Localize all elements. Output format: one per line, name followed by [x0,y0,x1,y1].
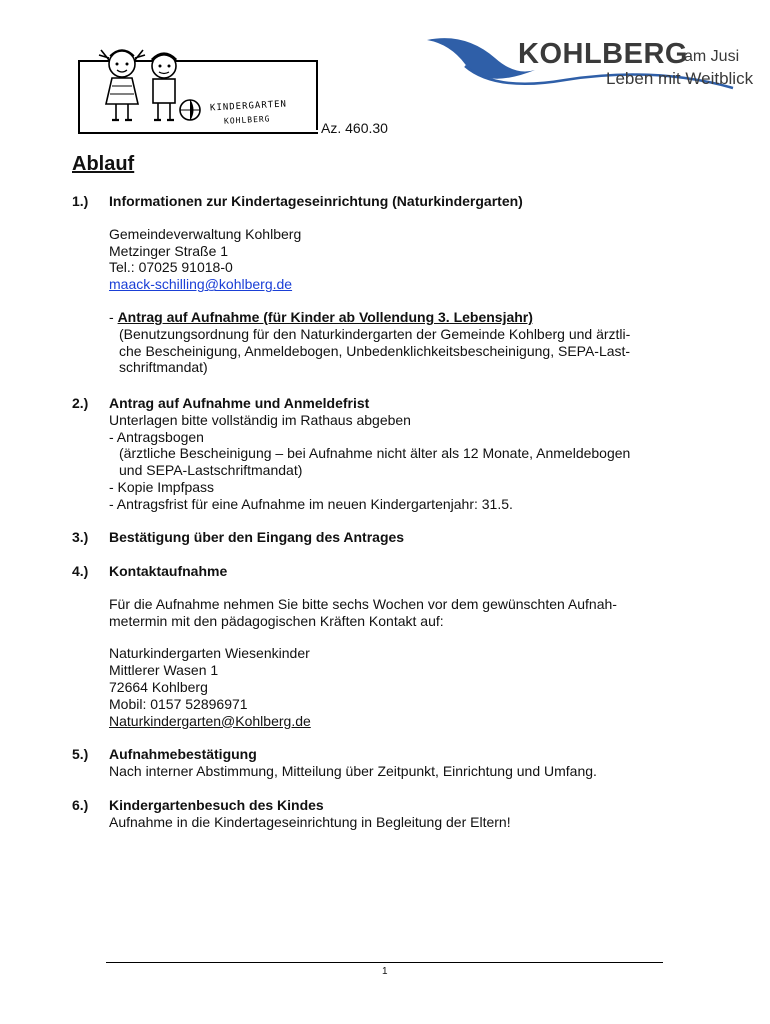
list-dash: - [109,308,118,325]
section-number: 1.) [72,193,89,209]
address-line: Mobil: 0157 52896971 [109,695,248,712]
section-number: 2.) [72,395,89,411]
section-heading: Antrag auf Aufnahme und Anmeldefrist [109,395,370,411]
reference-number: Az. 460.30 [321,120,388,136]
email-link[interactable]: Naturkindergarten@Kohlberg.de [109,712,311,729]
address-line: Tel.: 07025 91018-0 [109,259,233,276]
list-item: - Kopie Impfpass [109,478,215,495]
list-item-detail: und SEPA-Lastschriftmandat) [119,462,303,479]
section-heading: Kontaktaufnahme [109,563,228,579]
text-line: Unterlagen bitte vollständig im Rathaus abgeben [109,411,411,428]
text-line: Aufnahme in die Kindertageseinrichtung in Begleitung der Eltern! [109,813,511,830]
children-drawing-icon [92,36,207,126]
text-line: metermin mit den pädagogischen Kräften Kontakt auf: [109,612,444,629]
section-heading: Informationen zur Kindertageseinrichtung (Naturkindergarten) [109,193,523,209]
brand-tagline: Leben mit Weitblick [606,69,754,88]
list-item: - Antragsfrist für eine Aufnahme im neuen Kindergartenjahr: 31.5. [109,495,513,512]
text-line: Für die Aufnahme nehmen Sie bitte sechs Wochen vor dem gewünschten Aufnah- [109,595,617,612]
address-line: Metzinger Straße 1 [109,242,229,259]
list-item: - Antragsbogen [109,428,204,445]
brand-name: KOHLBERG [518,38,688,70]
address-line: 72664 Kohlberg [109,678,208,695]
section-heading: Aufnahmebestätigung [109,746,257,762]
svg-text:KINDERGARTEN: KINDERGARTEN [209,99,288,114]
section-number: 6.) [72,797,89,813]
list-item-detail: (ärztliche Bescheinigung – bei Aufnahme nicht älter als 12 Monate, Anmeldebogen [119,445,631,462]
section-number: 3.) [72,529,89,545]
section-heading: Bestätigung über den Eingang des Antrages [109,529,405,545]
address-line: Gemeindeverwaltung Kohlberg [109,225,302,242]
svg-text:KOHLBERG: KOHLBERG [223,114,271,126]
email-link[interactable]: maack-schilling@kohlberg.de [109,276,293,293]
antrag-detail: (Benutzungsordnung für den Naturkindergarten der Gemeinde Kohlberg und ärztli- [119,325,631,342]
logo-frame-right-edge [316,60,318,130]
address-line: Mittlerer Wasen 1 [109,662,219,679]
page-title: Ablauf [72,153,135,175]
antrag-detail: schriftmandat) [119,359,208,376]
section-number: 4.) [72,563,89,579]
text-line: Nach interner Abstimmung, Mitteilung über Zeitpunkt, Einrichtung und Umfang. [109,762,597,779]
page-number: 1 [382,966,388,977]
kindergarten-lettering-logo [208,96,308,132]
footer-rule [106,962,663,963]
address-line: Naturkindergarten Wiesenkinder [109,645,310,662]
antrag-label: Antrag auf Aufnahme (für Kinder ab Vollendung 3. Lebensjahr) [117,308,533,325]
antrag-detail: che Bescheinigung, Anmeldebogen, Unbedenklichkeitsbescheinigung, SEPA-Last- [119,342,631,359]
section-number: 5.) [72,746,89,762]
section-heading: Kindergartenbesuch des Kindes [109,797,324,813]
brand-suffix: am Jusi [684,48,740,65]
